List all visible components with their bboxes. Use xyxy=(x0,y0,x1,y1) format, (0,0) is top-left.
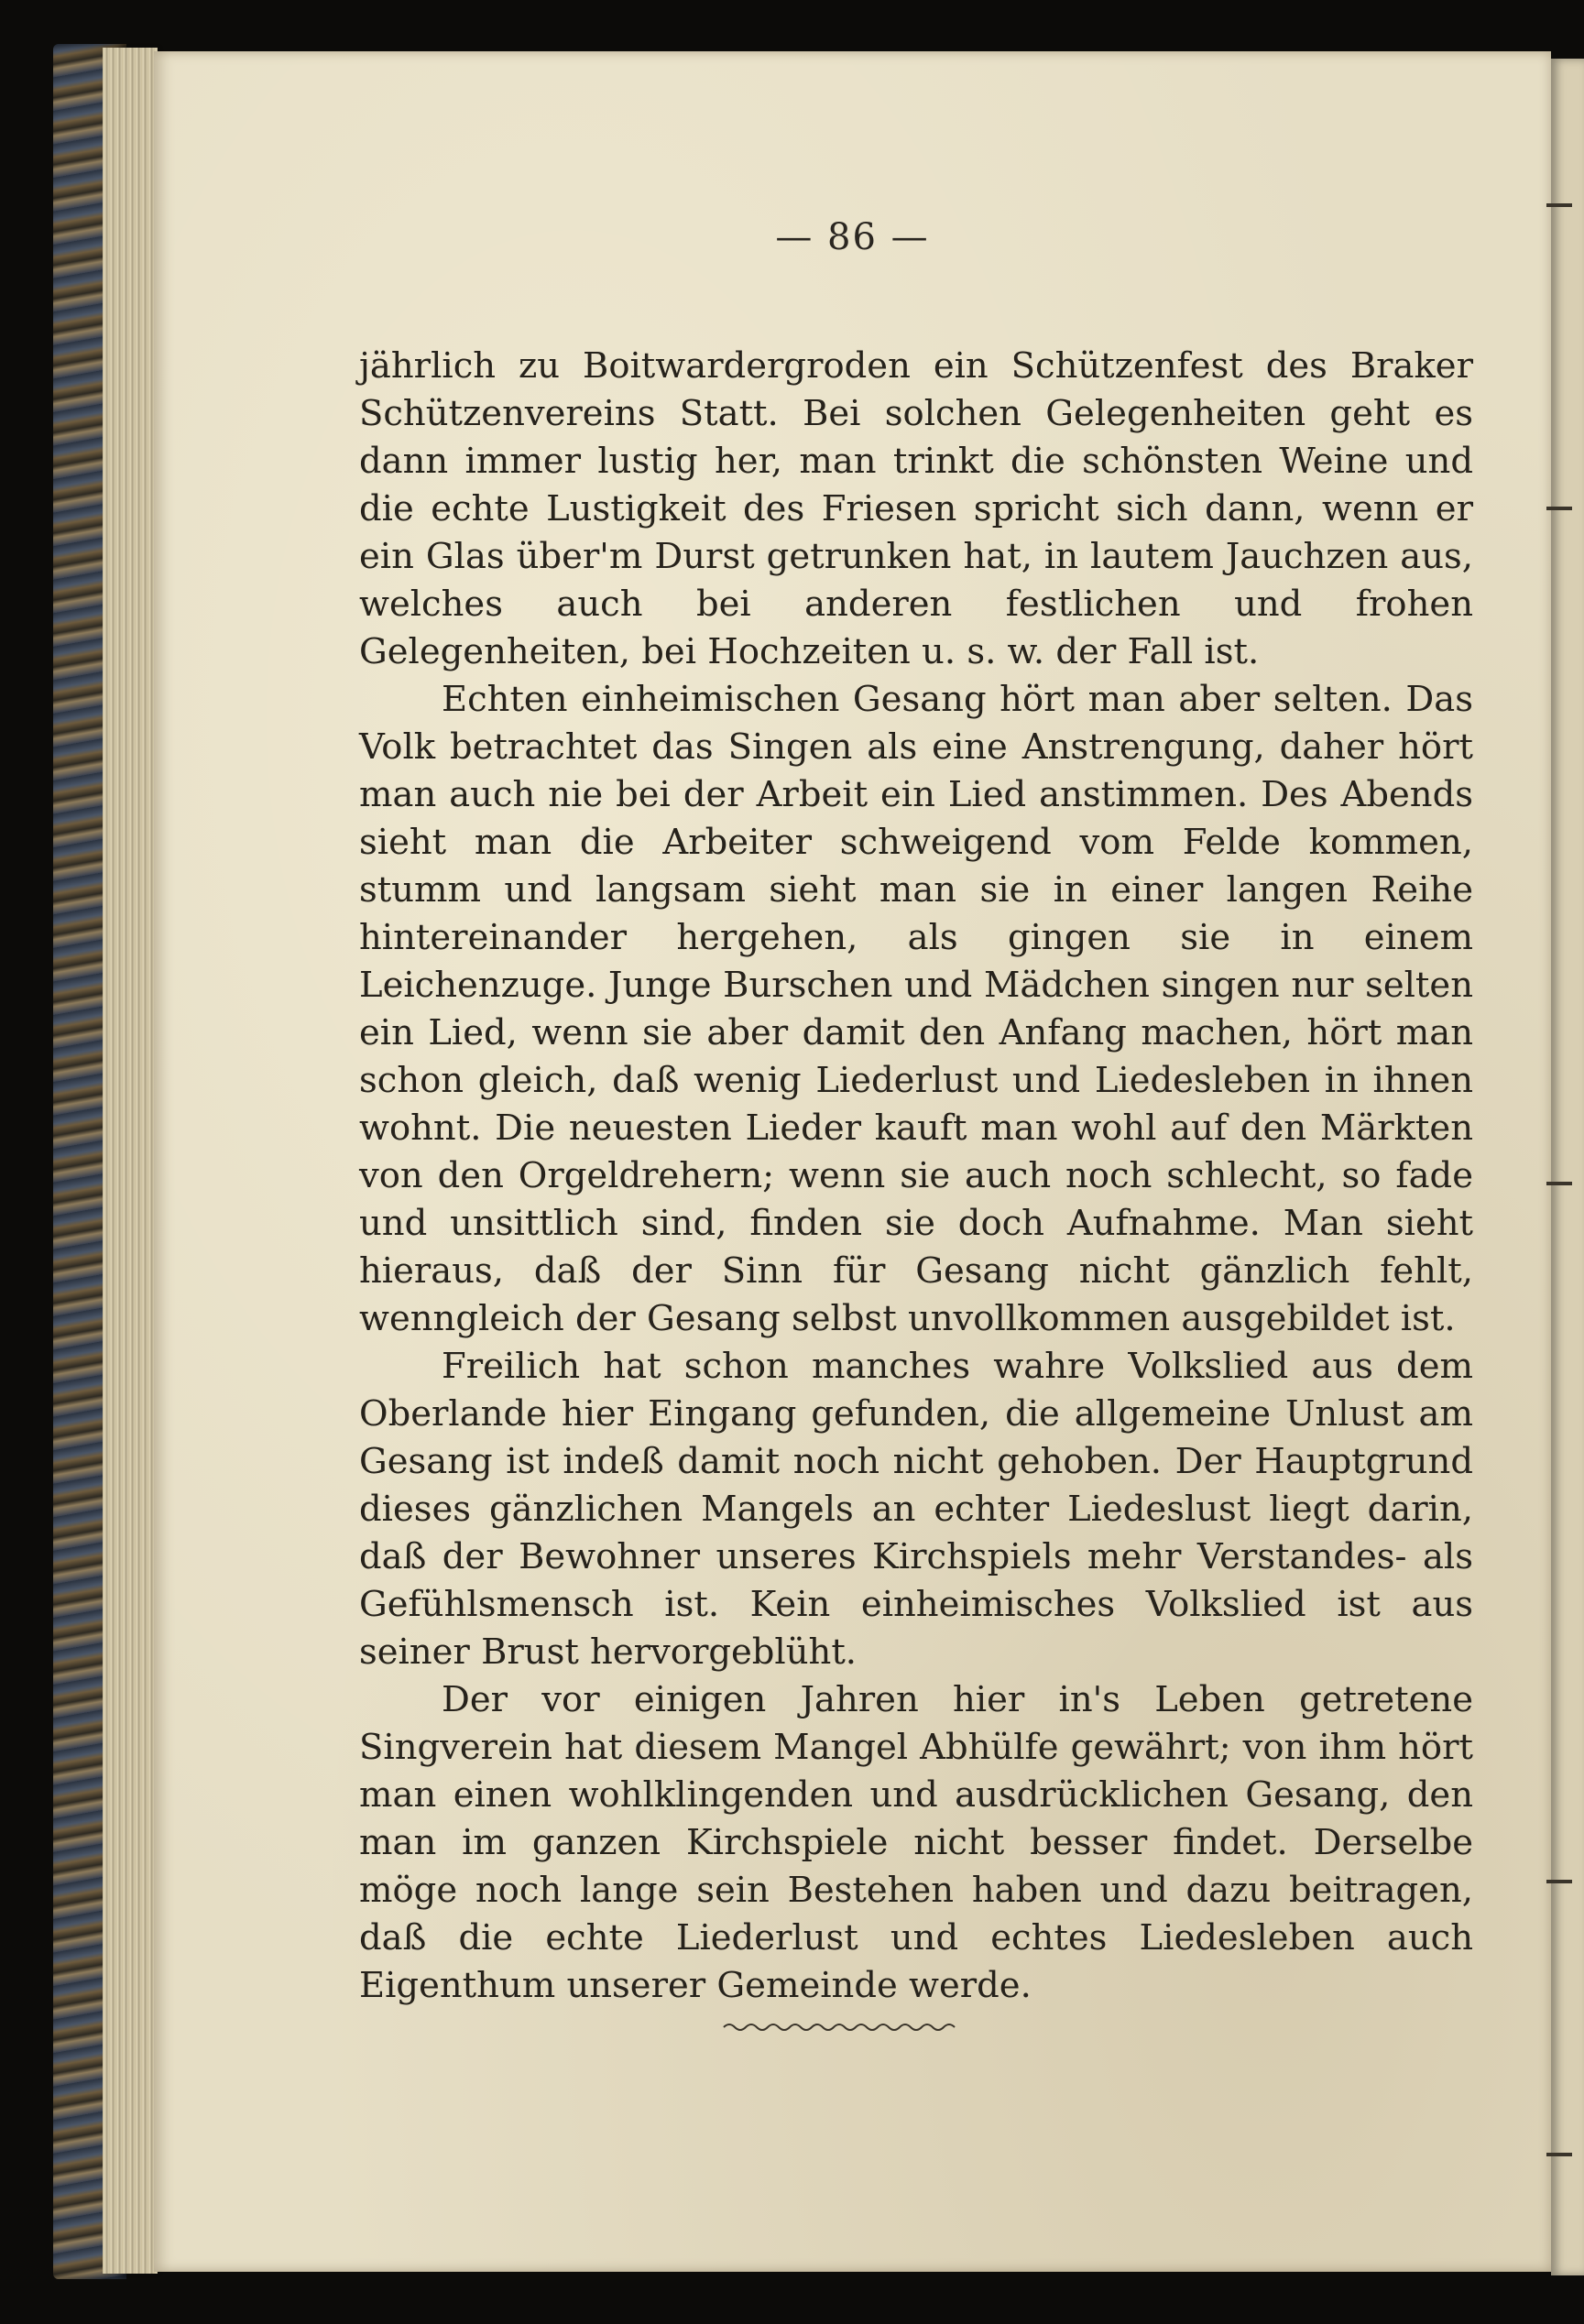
ornament-rule xyxy=(722,2021,960,2034)
paragraph-1: jährlich zu Boitwardergroden ein Schützenfest des Braker Schützenvereins Statt. Bei solchen Gelegenheiten geht es dann immer lustig her, man trinkt die schönsten Weine und die echte Lustigkeit des Friesen spricht sich dann, wenn er ein Glas über'm Durst getrunken hat, in lautem Jauchzen aus, welches auch bei anderen festlichen und frohen Gelegenheiten, bei Hochzeiten u. s. w. der Fall ist. xyxy=(359,345,1473,672)
paragraph-3: Freilich hat schon manches wahre Volkslied aus dem Oberlande hier Eingang gefunden, die allgemeine Unlust am Gesang ist indeß damit noch nicht gehoben. Der Hauptgrund dieses gänzlichen Mangels an echter Liedeslust liegt darin, daß der Bewohner unseres Kirchspiels mehr Verstandes- als Gefühlsmensch ist. Kein einheimisches Volkslied ist aus seiner Brust hervorgeblüht. xyxy=(359,1346,1473,1673)
edge-mark xyxy=(1546,507,1572,510)
paragraph-4: Der vor einigen Jahren hier in's Leben getretene Singverein hat diesem Mangel Abhülfe gewährt; von ihm hört man einen wohlklingenden und ausdrücklichen Gesang, den man im ganzen Kirchspiele nicht besser findet. Derselbe möge noch lange sein Bestehen haben und dazu beitragen, daß die echte Liederlust und echtes Liedesleben auch Eigenthum unserer Gemeinde werde. xyxy=(359,1679,1473,2006)
page-edges xyxy=(103,48,158,2274)
page-number: — 86 — xyxy=(775,216,930,258)
edge-mark xyxy=(1546,1880,1572,1883)
body-text xyxy=(359,343,1473,2010)
book-page xyxy=(154,51,1551,2272)
facing-page xyxy=(1551,59,1584,2275)
paragraph-2: Echten einheimischen Gesang hört man aber selten. Das Volk betrachtet das Singen als eine Anstrengung, daher hört man auch nie bei der Arbeit ein Lied anstimmen. Des Abends sieht man die Arbeiter schweigend vom Felde kommen, stumm und langsam sieht man sie in einer langen Reihe hintereinander hergehen, als gingen sie in einem Leichenzuge. Junge Burschen und Mädchen singen nur selten ein Lied, wenn sie aber damit den Anfang machen, hört man schon gleich, daß wenig Liederlust und Liedesleben in ihnen wohnt. Die neuesten Lieder kauft man wohl auf den Märkten von den Orgeldrehern; wenn sie auch noch schlecht, so fade und unsittlich sind, finden sie doch Aufnahme. Man sieht hieraus, daß der Sinn für Gesang nicht gänzlich fehlt, wenngleich der Gesang selbst unvollkommen ausgebildet ist. xyxy=(359,679,1473,1339)
edge-mark xyxy=(1546,203,1572,207)
edge-mark xyxy=(1546,1182,1572,1185)
edge-mark xyxy=(1546,2153,1572,2156)
